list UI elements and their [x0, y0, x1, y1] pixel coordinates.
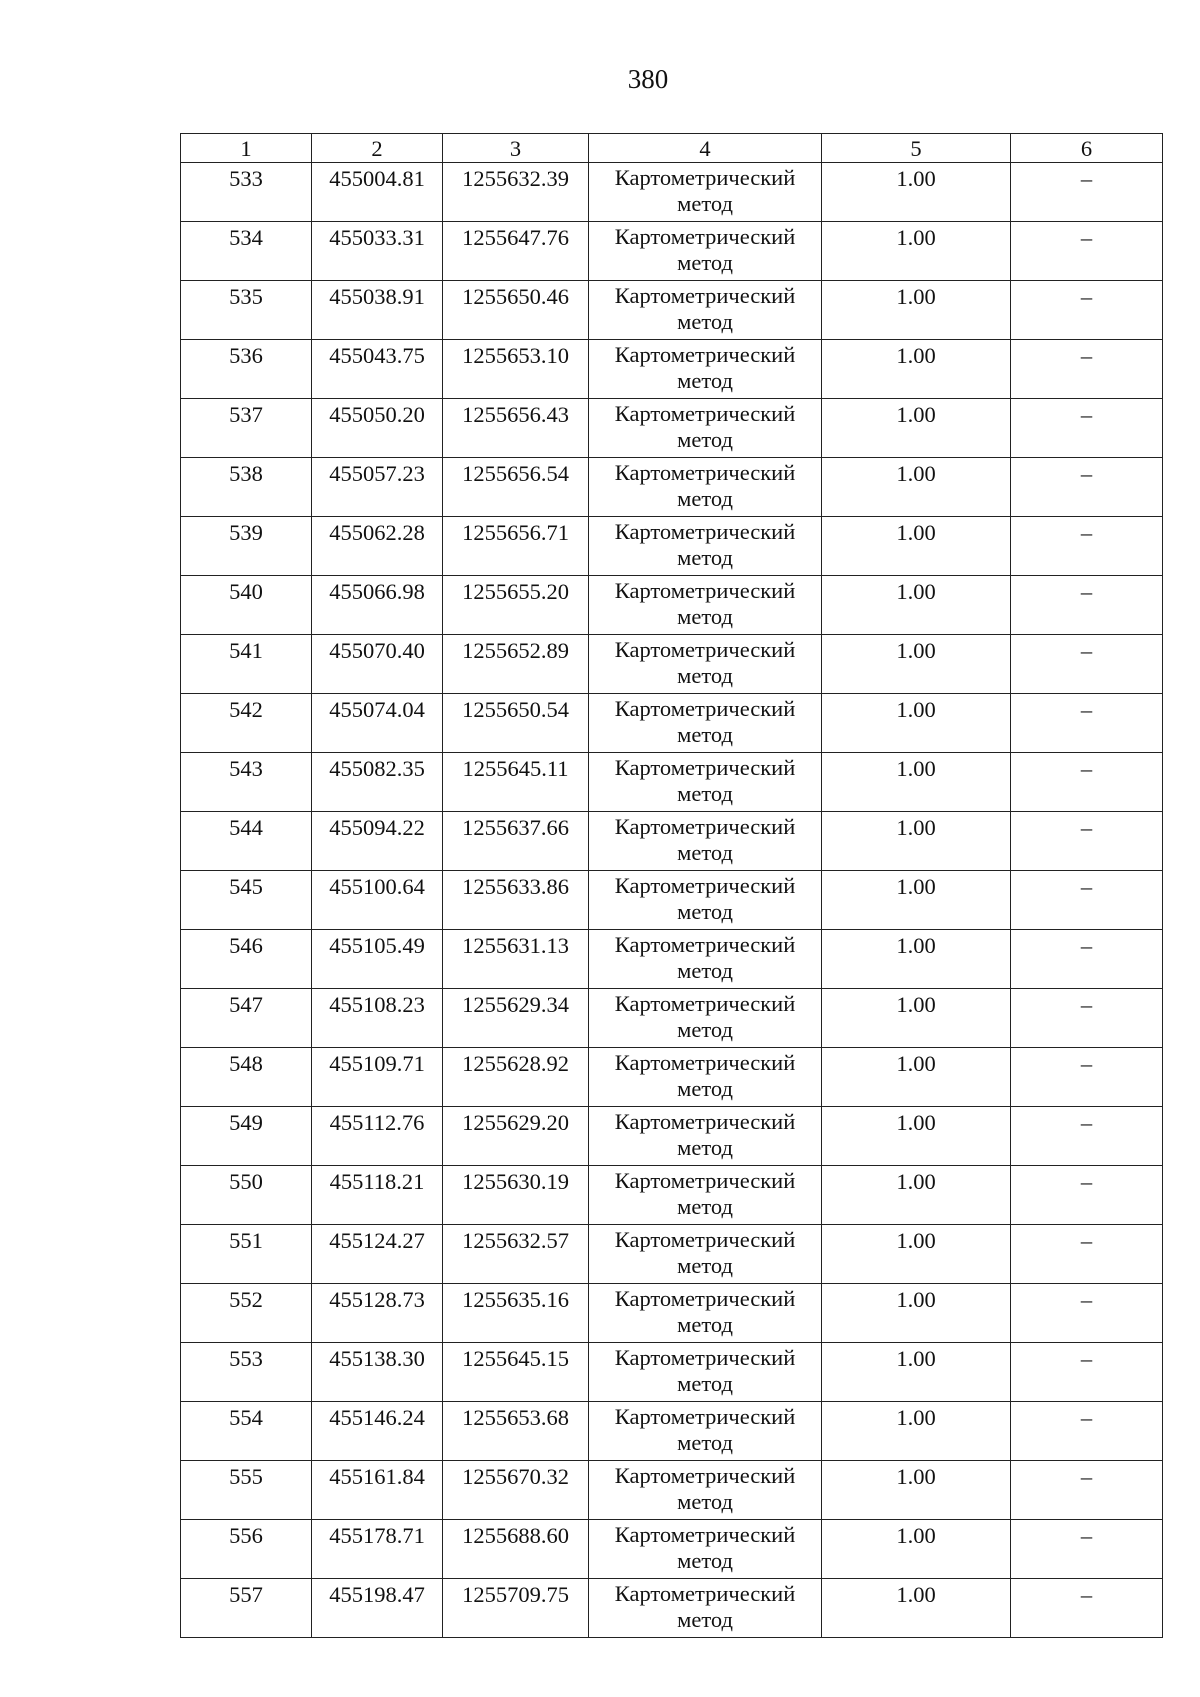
table-row [181, 1048, 1163, 1107]
y-coordinate-cell: 1255637.66 [443, 812, 589, 871]
table-body [181, 163, 1163, 1638]
point-number-cell: 547 [181, 989, 312, 1048]
accuracy-cell: 1.00 [822, 1166, 1011, 1225]
method-cell: Картометрический метод [589, 1107, 822, 1166]
point-number-cell: 538 [181, 458, 312, 517]
table-row [181, 1520, 1163, 1579]
point-number-cell: 541 [181, 635, 312, 694]
accuracy-cell: 1.00 [822, 1520, 1011, 1579]
table-row [181, 576, 1163, 635]
table-row [181, 989, 1163, 1048]
point-number-cell: 539 [181, 517, 312, 576]
y-coordinate-cell: 1255630.19 [443, 1166, 589, 1225]
y-coordinate-cell: 1255645.11 [443, 753, 589, 812]
point-number-cell: 534 [181, 222, 312, 281]
note-cell: – [1011, 340, 1163, 399]
method-cell: Картометрический метод [589, 1402, 822, 1461]
method-cell: Картометрический метод [589, 399, 822, 458]
method-cell: Картометрический метод [589, 1166, 822, 1225]
x-coordinate-cell: 455108.23 [312, 989, 443, 1048]
table-row [181, 1579, 1163, 1638]
method-cell: Картометрический метод [589, 1343, 822, 1402]
accuracy-cell: 1.00 [822, 635, 1011, 694]
note-cell: – [1011, 1284, 1163, 1343]
header-col-5: 5 [822, 134, 1011, 163]
point-number-cell: 542 [181, 694, 312, 753]
accuracy-cell: 1.00 [822, 222, 1011, 281]
accuracy-cell: 1.00 [822, 1402, 1011, 1461]
table-row [181, 458, 1163, 517]
note-cell: – [1011, 1166, 1163, 1225]
note-cell: – [1011, 812, 1163, 871]
table-row [181, 753, 1163, 812]
x-coordinate-cell: 455066.98 [312, 576, 443, 635]
x-coordinate-cell: 455038.91 [312, 281, 443, 340]
accuracy-cell: 1.00 [822, 1461, 1011, 1520]
method-cell: Картометрический метод [589, 635, 822, 694]
y-coordinate-cell: 1255629.20 [443, 1107, 589, 1166]
header-col-3: 3 [443, 134, 589, 163]
point-number-cell: 540 [181, 576, 312, 635]
x-coordinate-cell: 455062.28 [312, 517, 443, 576]
y-coordinate-cell: 1255631.13 [443, 930, 589, 989]
table-row [181, 635, 1163, 694]
note-cell: – [1011, 1402, 1163, 1461]
method-cell: Картометрический метод [589, 576, 822, 635]
x-coordinate-cell: 455198.47 [312, 1579, 443, 1638]
y-coordinate-cell: 1255635.16 [443, 1284, 589, 1343]
note-cell: – [1011, 635, 1163, 694]
note-cell: – [1011, 1225, 1163, 1284]
table-row [181, 1166, 1163, 1225]
x-coordinate-cell: 455138.30 [312, 1343, 443, 1402]
note-cell: – [1011, 694, 1163, 753]
note-cell: – [1011, 576, 1163, 635]
y-coordinate-cell: 1255647.76 [443, 222, 589, 281]
note-cell: – [1011, 222, 1163, 281]
accuracy-cell: 1.00 [822, 1284, 1011, 1343]
note-cell: – [1011, 871, 1163, 930]
x-coordinate-cell: 455057.23 [312, 458, 443, 517]
x-coordinate-cell: 455124.27 [312, 1225, 443, 1284]
x-coordinate-cell: 455033.31 [312, 222, 443, 281]
x-coordinate-cell: 455161.84 [312, 1461, 443, 1520]
table-row [181, 1343, 1163, 1402]
table-row [181, 1284, 1163, 1343]
method-cell: Картометрический метод [589, 812, 822, 871]
accuracy-cell: 1.00 [822, 1107, 1011, 1166]
accuracy-cell: 1.00 [822, 694, 1011, 753]
header-col-2: 2 [312, 134, 443, 163]
table-row [181, 281, 1163, 340]
accuracy-cell: 1.00 [822, 458, 1011, 517]
x-coordinate-cell: 455178.71 [312, 1520, 443, 1579]
method-cell: Картометрический метод [589, 340, 822, 399]
point-number-cell: 557 [181, 1579, 312, 1638]
point-number-cell: 553 [181, 1343, 312, 1402]
method-cell: Картометрический метод [589, 753, 822, 812]
point-number-cell: 537 [181, 399, 312, 458]
table-row [181, 694, 1163, 753]
accuracy-cell: 1.00 [822, 871, 1011, 930]
y-coordinate-cell: 1255645.15 [443, 1343, 589, 1402]
x-coordinate-cell: 455074.04 [312, 694, 443, 753]
note-cell: – [1011, 930, 1163, 989]
note-cell: – [1011, 989, 1163, 1048]
method-cell: Картометрический метод [589, 1579, 822, 1638]
y-coordinate-cell: 1255629.34 [443, 989, 589, 1048]
y-coordinate-cell: 1255633.86 [443, 871, 589, 930]
accuracy-cell: 1.00 [822, 1225, 1011, 1284]
point-number-cell: 551 [181, 1225, 312, 1284]
note-cell: – [1011, 1048, 1163, 1107]
point-number-cell: 555 [181, 1461, 312, 1520]
y-coordinate-cell: 1255632.57 [443, 1225, 589, 1284]
method-cell: Картометрический метод [589, 517, 822, 576]
y-coordinate-cell: 1255656.71 [443, 517, 589, 576]
point-number-cell: 535 [181, 281, 312, 340]
accuracy-cell: 1.00 [822, 753, 1011, 812]
table-row [181, 1225, 1163, 1284]
table-row [181, 1461, 1163, 1520]
y-coordinate-cell: 1255632.39 [443, 163, 589, 222]
accuracy-cell: 1.00 [822, 1343, 1011, 1402]
note-cell: – [1011, 399, 1163, 458]
method-cell: Картометрический метод [589, 163, 822, 222]
table-row [181, 517, 1163, 576]
point-number-cell: 552 [181, 1284, 312, 1343]
point-number-cell: 546 [181, 930, 312, 989]
table-row [181, 340, 1163, 399]
note-cell: – [1011, 281, 1163, 340]
method-cell: Картометрический метод [589, 281, 822, 340]
point-number-cell: 536 [181, 340, 312, 399]
accuracy-cell: 1.00 [822, 812, 1011, 871]
note-cell: – [1011, 753, 1163, 812]
x-coordinate-cell: 455100.64 [312, 871, 443, 930]
method-cell: Картометрический метод [589, 930, 822, 989]
table-row [181, 222, 1163, 281]
y-coordinate-cell: 1255650.54 [443, 694, 589, 753]
coordinates-table [180, 133, 1163, 1638]
accuracy-cell: 1.00 [822, 930, 1011, 989]
x-coordinate-cell: 455118.21 [312, 1166, 443, 1225]
header-col-4: 4 [589, 134, 822, 163]
accuracy-cell: 1.00 [822, 1579, 1011, 1638]
point-number-cell: 554 [181, 1402, 312, 1461]
point-number-cell: 550 [181, 1166, 312, 1225]
note-cell: – [1011, 1343, 1163, 1402]
point-number-cell: 556 [181, 1520, 312, 1579]
note-cell: – [1011, 1461, 1163, 1520]
method-cell: Картометрический метод [589, 1284, 822, 1343]
x-coordinate-cell: 455105.49 [312, 930, 443, 989]
note-cell: – [1011, 1107, 1163, 1166]
note-cell: – [1011, 1579, 1163, 1638]
method-cell: Картометрический метод [589, 694, 822, 753]
table-row [181, 812, 1163, 871]
point-number-cell: 543 [181, 753, 312, 812]
y-coordinate-cell: 1255656.54 [443, 458, 589, 517]
note-cell: – [1011, 517, 1163, 576]
y-coordinate-cell: 1255688.60 [443, 1520, 589, 1579]
page-number: 380 [627, 64, 669, 94]
point-number-cell: 533 [181, 163, 312, 222]
table-row [181, 163, 1163, 222]
method-cell: Картометрический метод [589, 458, 822, 517]
accuracy-cell: 1.00 [822, 281, 1011, 340]
x-coordinate-cell: 455112.76 [312, 1107, 443, 1166]
y-coordinate-cell: 1255652.89 [443, 635, 589, 694]
x-coordinate-cell: 455070.40 [312, 635, 443, 694]
method-cell: Картометрический метод [589, 1048, 822, 1107]
note-cell: – [1011, 458, 1163, 517]
accuracy-cell: 1.00 [822, 1048, 1011, 1107]
x-coordinate-cell: 455128.73 [312, 1284, 443, 1343]
x-coordinate-cell: 455004.81 [312, 163, 443, 222]
table-row [181, 1402, 1163, 1461]
table-header [181, 134, 1163, 163]
y-coordinate-cell: 1255653.10 [443, 340, 589, 399]
note-cell: – [1011, 1520, 1163, 1579]
method-cell: Картометрический метод [589, 1461, 822, 1520]
x-coordinate-cell: 455094.22 [312, 812, 443, 871]
accuracy-cell: 1.00 [822, 576, 1011, 635]
method-cell: Картометрический метод [589, 989, 822, 1048]
point-number-cell: 545 [181, 871, 312, 930]
x-coordinate-cell: 455050.20 [312, 399, 443, 458]
accuracy-cell: 1.00 [822, 163, 1011, 222]
point-number-cell: 548 [181, 1048, 312, 1107]
y-coordinate-cell: 1255709.75 [443, 1579, 589, 1638]
method-cell: Картометрический метод [589, 222, 822, 281]
y-coordinate-cell: 1255656.43 [443, 399, 589, 458]
x-coordinate-cell: 455146.24 [312, 1402, 443, 1461]
accuracy-cell: 1.00 [822, 399, 1011, 458]
table-row [181, 871, 1163, 930]
x-coordinate-cell: 455082.35 [312, 753, 443, 812]
note-cell: – [1011, 163, 1163, 222]
method-cell: Картометрический метод [589, 1225, 822, 1284]
y-coordinate-cell: 1255670.32 [443, 1461, 589, 1520]
accuracy-cell: 1.00 [822, 517, 1011, 576]
point-number-cell: 549 [181, 1107, 312, 1166]
y-coordinate-cell: 1255628.92 [443, 1048, 589, 1107]
x-coordinate-cell: 455109.71 [312, 1048, 443, 1107]
y-coordinate-cell: 1255653.68 [443, 1402, 589, 1461]
table-row [181, 930, 1163, 989]
accuracy-cell: 1.00 [822, 989, 1011, 1048]
method-cell: Картометрический метод [589, 1520, 822, 1579]
x-coordinate-cell: 455043.75 [312, 340, 443, 399]
method-cell: Картометрический метод [589, 871, 822, 930]
accuracy-cell: 1.00 [822, 340, 1011, 399]
y-coordinate-cell: 1255655.20 [443, 576, 589, 635]
header-row [181, 134, 1163, 163]
header-col-6: 6 [1011, 134, 1163, 163]
point-number-cell: 544 [181, 812, 312, 871]
table-row [181, 399, 1163, 458]
header-col-1: 1 [181, 134, 312, 163]
table-row [181, 1107, 1163, 1166]
y-coordinate-cell: 1255650.46 [443, 281, 589, 340]
